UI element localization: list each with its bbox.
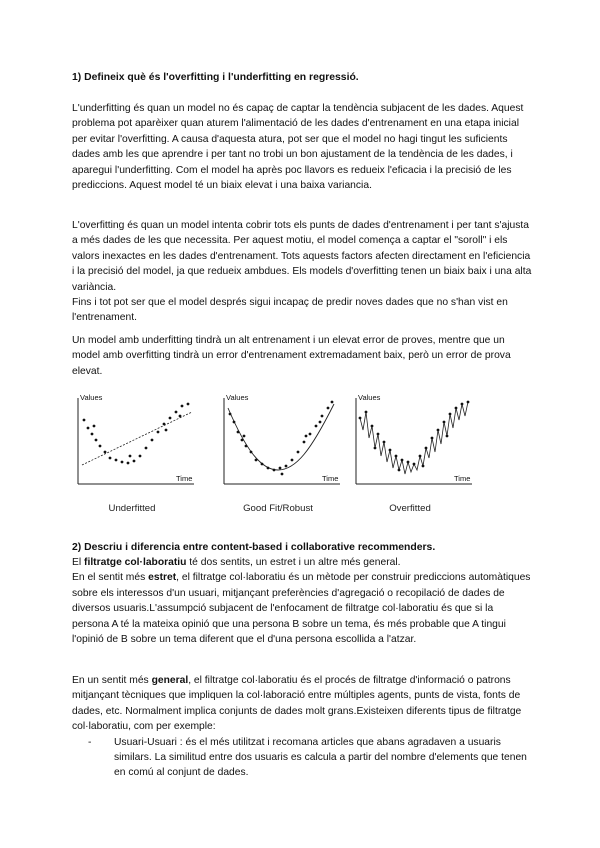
good-fit-plot xyxy=(216,390,340,520)
comparison-paragraph xyxy=(72,333,532,379)
section-1-heading: 1) Defineix què és l'overfitting i l'underfitting en regressió. xyxy=(72,72,359,83)
y-axis-label: Values xyxy=(80,393,103,402)
dash-marker: - xyxy=(88,736,92,748)
general-post-text: , el filtratge col·laboratiu és el procés de filtratge d'informació o patrons mitjançant tècniques que impliquen la col·laboració entre múltiples agents, punts de vista, fonts de dades, etc. Normalment implica conjunts de dades molt grans.Existeixen diferents tipus de filtratge col·laboratiu, com per exemple: xyxy=(72,675,522,733)
collaborative-types-list xyxy=(72,735,532,781)
intro-bold-text: filtratge col·laboratiu xyxy=(84,557,187,568)
section-2-heading: 2) Descriu i diferencia entre content-based i collaborative recommenders. xyxy=(72,542,436,553)
overfitting-text: L'overfitting és quan un model intenta cobrir tots els punts de dades d'entrenament i per tant s'ajusta a més dades de les que necessita. Per aquest motiu, el model comença a captar el "soroll" i els valors inexactes en les dades d'entrenament. Tots aquests factors afecten directament en l'eficiencia i la precisió del model, ja que redueix ambdues. Els models d'overfitting tenen un biaix baix i una alta variància. xyxy=(72,220,532,293)
collaborative-strict-text xyxy=(72,570,532,647)
intro-post-text: té dos sentits, un estret i un altre més general. xyxy=(186,557,401,568)
underfitted-plot xyxy=(70,390,194,520)
general-pre-text: En un sentit més xyxy=(72,675,152,686)
x-axis-label: Time xyxy=(322,474,339,483)
collaborative-general-text xyxy=(72,673,532,735)
comparison-text: Un model amb underfitting tindrà un alt entrenament i un elevat error de proves, mentre que un model amb overfitting tindrà un error d'entrenament extremadament baix, però un error de prova elevat. xyxy=(72,335,511,377)
overfitted-plot xyxy=(348,390,472,520)
intro-pre-text: El xyxy=(72,557,85,568)
collaborative-intro xyxy=(72,555,532,570)
list-item-text: Usuari-Usuari : és el més utilitzat i recomana articles que abans agradaven a usuaris similars. La similitud entre dos usuaris es calcula a partir del nombre d'elements que tenen en comú al conjunt de dades. xyxy=(114,736,527,779)
underfitted-data-points xyxy=(83,403,190,465)
list-item xyxy=(72,735,532,781)
x-axis-label: Time xyxy=(176,474,193,483)
overfitted-caption: Overfitted xyxy=(389,503,431,514)
good-fit-caption: Good Fit/Robust xyxy=(243,503,313,514)
y-axis-label: Values xyxy=(358,393,381,402)
underfitting-paragraph xyxy=(72,101,532,193)
strict-pre-text: En el sentit més xyxy=(72,572,149,584)
collaborative-general-paragraph xyxy=(72,673,532,781)
collaborative-strict-paragraph xyxy=(72,555,532,647)
underfitting-text: L'underfitting és quan un model no és capaç de captar la tendència subjacent de les dades. Aquest problema pot aparèixer quan aturem l'alimentació de les dades d'entrenament en una etapa inicial per evitar l'overfitting. A causa d'aquesta atura, pot ser que el model no hagi tingut les suficients dades amb les que aprendre i per tant no trobi un bon ajustament de la tendència de les dades, i aparegui l'underfitting. Com el model ha après poc llavors es redueix l'eficacia i la precisió de les prediccions. Aquest model té un biaix elevat i una baixa variancia. xyxy=(72,103,524,192)
y-axis-label: Values xyxy=(226,393,249,402)
strict-bold-text: estret xyxy=(148,572,177,584)
overfitting-extra-text: Fins i tot pot ser que el model després sigui incapaç de predir noves dades que no s'han vist en l'entrenament. xyxy=(72,297,508,324)
x-axis-label: Time xyxy=(454,474,471,483)
general-bold-text: general xyxy=(151,675,189,686)
underfitted-caption: Underfitted xyxy=(108,503,156,514)
fit-comparison-figure xyxy=(70,390,480,520)
good-fit-data-points xyxy=(229,401,334,476)
overfitted-data-points xyxy=(359,401,470,472)
underfit-regression-line xyxy=(82,412,192,465)
strict-post-text: , el filtratge col·laboratiu és un mètode per construir prediccions automàtiques sobre els interessos d'un usuari, mitjançant preferències d'agregació o recopilació de dades de diversos usuaris.L'assumpció subjacent de l'enfocament de filtratge col·laboratiu és que si la persona A té la mateixa opinió que una persona B sobre un tema, és més probable que A tingui l'opinió de B sobre un tema diferent que el d'una persona escollida a l'atzar. xyxy=(72,572,531,646)
overfitting-paragraph xyxy=(72,218,532,326)
